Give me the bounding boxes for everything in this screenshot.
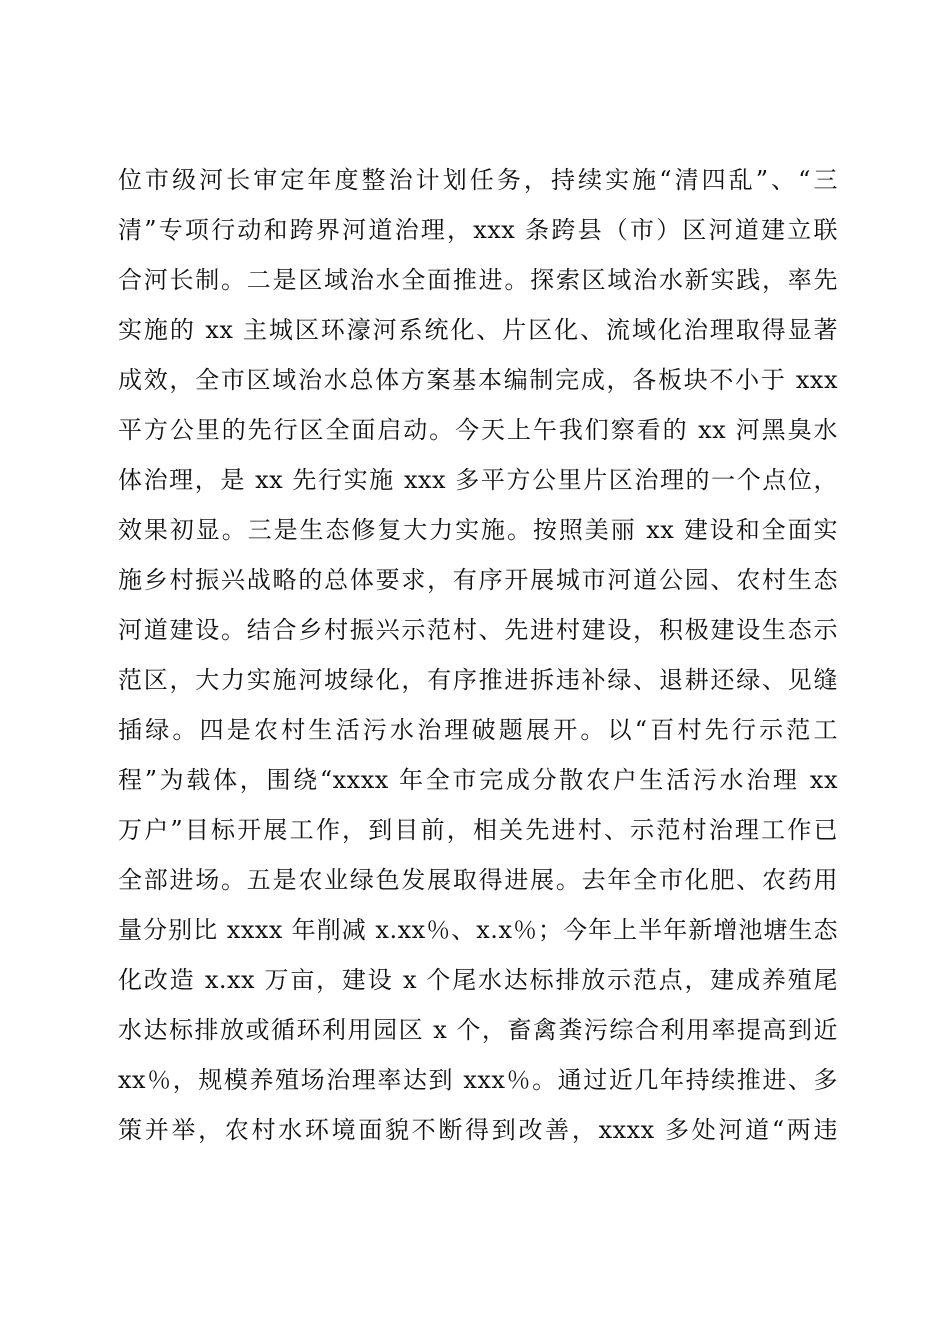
text-line: 程”为载体，围绕“xxxx 年全市完成分散农户生活污水治理 xx xyxy=(118,766,838,794)
text-line: 位市级河长审定年度整治计划任务，持续实施“清四乱”、“三 xyxy=(118,166,838,194)
text-line: 平方公里的先行区全面启动。今天上午我们察看的 xx 河黑臭水 xyxy=(118,416,838,444)
text-line: 量分别比 xxxx 年削减 x.xx％、x.x％；今年上半年新增池塘生态 xyxy=(118,916,838,944)
text-line: 万户”目标开展工作，到目前，相关先进村、示范村治理工作已 xyxy=(118,816,838,844)
text-line: 清”专项行动和跨界河道治理，xxx 条跨县（市）区河道建立联 xyxy=(118,216,838,244)
text-line: 效果初显。三是生态修复大力实施。按照美丽 xx 建设和全面实 xyxy=(118,516,838,544)
text-line: 合河长制。二是区域治水全面推进。探索区域治水新实践，率先 xyxy=(118,266,838,294)
body-paragraph xyxy=(118,155,838,1155)
text-line: 插绿。四是农村生活污水治理破题展开。以“百村先行示范工 xyxy=(118,716,838,744)
text-line: 河道建设。结合乡村振兴示范村、先进村建设，积极建设生态示 xyxy=(118,616,838,644)
text-line: 化改造 x.xx 万亩，建设 x 个尾水达标排放示范点，建成养殖尾 xyxy=(118,966,838,994)
text-line: 全部进场。五是农业绿色发展取得进展。去年全市化肥、农药用 xyxy=(118,866,838,894)
text-line: 范区，大力实施河坡绿化，有序推进拆违补绿、退耕还绿、见缝 xyxy=(118,666,838,694)
text-line: 成效，全市区域治水总体方案基本编制完成，各板块不小于 xxx xyxy=(118,366,838,394)
text-line: 策并举，农村水环境面貌不断得到改善，xxxx 多处河道“两违 xyxy=(118,1116,838,1144)
text-line: 施乡村振兴战略的总体要求，有序开展城市河道公园、农村生态 xyxy=(118,566,838,594)
text-line: 实施的 xx 主城区环濠河系统化、片区化、流域化治理取得显著 xyxy=(118,316,838,344)
text-line: 体治理，是 xx 先行实施 xxx 多平方公里片区治理的一个点位， xyxy=(118,466,838,494)
text-line: xx％，规模养殖场治理率达到 xxx％。通过近几年持续推进、多 xyxy=(118,1066,838,1094)
text-line: 水达标排放或循环利用园区 x 个，畜禽粪污综合利用率提高到近 xyxy=(118,1016,838,1044)
